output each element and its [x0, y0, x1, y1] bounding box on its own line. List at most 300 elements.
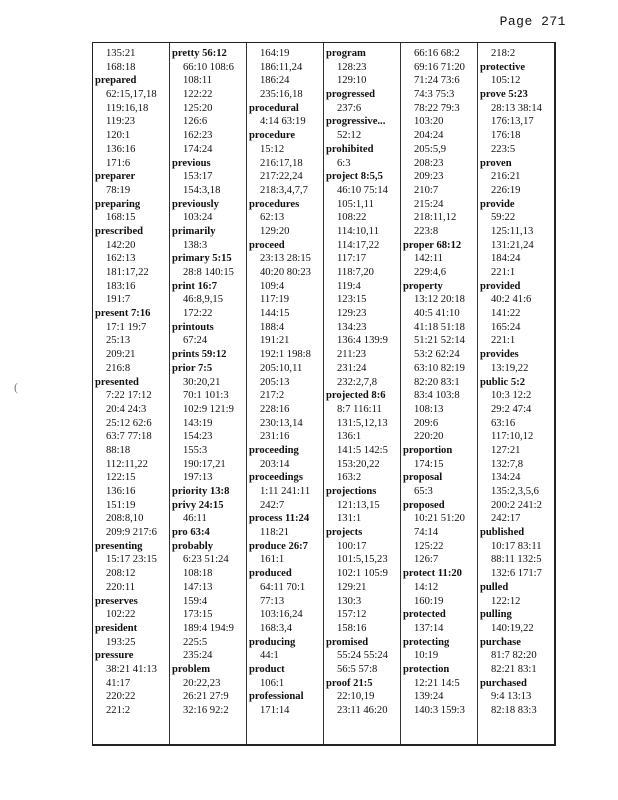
index-term: project 8:5,5 — [326, 171, 383, 183]
index-reference: 221:2 — [106, 705, 131, 716]
index-term: provide — [480, 198, 515, 210]
index-reference: 235:16,18 — [260, 89, 303, 101]
index-reference: 122:22 — [183, 89, 213, 101]
index-term: produce 26:7 — [249, 540, 308, 552]
index-reference: 209:9 217:6 — [106, 527, 157, 539]
index-reference: 78:19 — [106, 184, 131, 196]
index-term: progressed — [326, 89, 376, 101]
index-reference: 197:13 — [183, 472, 213, 484]
index-reference: 205:10,11 — [260, 362, 303, 374]
index-column-4 — [323, 43, 400, 744]
index-reference: 126:7 — [414, 554, 439, 566]
index-reference: 237:6 — [337, 102, 362, 114]
index-term: primary 5:15 — [172, 253, 232, 265]
index-reference: 41:17 — [106, 677, 131, 689]
index-reference: 190:17,21 — [183, 458, 226, 470]
index-reference: 132:7,8 — [491, 458, 524, 470]
index-reference: 153:20,22 — [337, 458, 380, 470]
index-reference: 10:17 83:11 — [491, 540, 542, 552]
index-term: projections — [326, 486, 377, 497]
index-reference: 220:20 — [414, 431, 444, 443]
index-reference: 158:16 — [337, 622, 367, 634]
page-number: Page 271 — [499, 14, 566, 29]
index-term: pulling — [480, 609, 512, 621]
index-term: probably — [172, 540, 214, 552]
index-reference: 100:17 — [337, 540, 367, 552]
index-reference: 108:11 — [183, 75, 213, 87]
index-reference: 13:19,22 — [491, 362, 529, 374]
index-reference: 22:10,19 — [337, 691, 375, 703]
index-term: protected — [403, 609, 446, 621]
index-reference: 108:13 — [414, 403, 444, 415]
index-term: presented — [95, 376, 139, 388]
index-reference: 140:3 159:3 — [414, 705, 465, 716]
index-term: provides — [480, 349, 519, 361]
index-term: process 11:24 — [249, 513, 310, 525]
index-reference: 140:19,22 — [491, 622, 534, 634]
index-reference: 105:1,11 — [337, 198, 374, 210]
index-reference: 8:7 116:11 — [337, 403, 382, 415]
index-term: primarily — [172, 225, 216, 237]
index-reference: 138:3 — [183, 239, 208, 251]
index-reference: 171:6 — [106, 157, 131, 169]
index-reference: 125:20 — [183, 102, 213, 114]
index-reference: 242:17 — [491, 513, 521, 525]
index-reference: 103:24 — [183, 212, 213, 224]
index-reference: 159:4 — [183, 595, 208, 607]
index-reference: 118:21 — [260, 527, 290, 539]
index-term: published — [480, 527, 525, 539]
index-term: projects — [326, 527, 363, 539]
index-reference: 127:21 — [491, 444, 521, 456]
index-reference: 46:10 75:14 — [337, 184, 388, 196]
index-reference: 176:13,17 — [491, 116, 534, 128]
index-reference: 165:24 — [491, 321, 521, 333]
index-reference: 122:15 — [106, 472, 136, 484]
index-reference: 28:13 38:14 — [491, 102, 542, 114]
index-reference: 136:1 — [337, 431, 362, 443]
index-reference: 143:19 — [183, 417, 213, 429]
index-term: printouts — [172, 321, 214, 333]
index-reference: 25:13 — [106, 335, 131, 347]
index-reference: 12:21 14:5 — [414, 677, 460, 689]
index-term: purchased — [480, 677, 527, 689]
index-reference: 30:20,21 — [183, 376, 221, 388]
index-reference: 88:11 132:5 — [491, 554, 542, 566]
index-reference: 52:12 — [337, 130, 362, 142]
index-reference: 136:4 139:9 — [337, 335, 388, 347]
index-term: proceed — [249, 239, 285, 251]
index-reference: 74:14 — [414, 527, 439, 539]
index-reference: 191:7 — [106, 294, 131, 306]
index-term: prints 59:12 — [172, 349, 227, 361]
index-reference: 1:11 241:11 — [260, 486, 311, 497]
index-reference: 184:24 — [491, 253, 521, 265]
index-reference: 228:16 — [260, 403, 290, 415]
index-reference: 162:13 — [106, 253, 136, 265]
index-reference: 51:21 52:14 — [414, 335, 465, 347]
index-reference: 20:22,23 — [183, 677, 221, 689]
index-reference: 226:19 — [491, 184, 521, 196]
index-reference: 83:4 103:8 — [414, 390, 460, 402]
index-reference: 137:14 — [414, 622, 444, 634]
index-term: protect 11:20 — [403, 568, 462, 580]
index-term: pretty 56:12 — [172, 48, 227, 59]
index-reference: 209:21 — [106, 349, 136, 361]
index-reference: 173:15 — [183, 609, 213, 621]
index-reference: 174:15 — [414, 458, 444, 470]
index-column-3 — [246, 43, 323, 744]
index-reference: 7:22 17:12 — [106, 390, 152, 402]
index-reference: 168:3,4 — [260, 622, 293, 634]
index-term: pro 63:4 — [172, 527, 210, 539]
index-reference: 223:5 — [491, 143, 516, 155]
index-reference: 114:17,22 — [337, 239, 380, 251]
index-term: presenting — [95, 540, 143, 552]
index-reference: 63:7 77:18 — [106, 431, 152, 443]
index-reference: 221:1 — [491, 267, 516, 278]
index-reference: 10:3 12:2 — [491, 390, 532, 402]
index-reference: 62:13 — [260, 212, 285, 224]
index-reference: 64:11 70:1 — [260, 581, 306, 593]
index-reference: 151:19 — [106, 499, 136, 511]
index-reference: 121:13,15 — [337, 499, 380, 511]
index-term: proper 68:12 — [403, 239, 462, 251]
index-reference: 134:24 — [491, 472, 521, 484]
index-reference: 220:11 — [106, 581, 136, 593]
index-reference: 235:24 — [183, 650, 213, 662]
index-term: professional — [249, 691, 304, 703]
index-reference: 119:16,18 — [106, 102, 149, 114]
index-reference: 117:17 — [337, 253, 367, 265]
index-reference: 171:14 — [260, 705, 290, 716]
index-reference: 119:23 — [106, 116, 136, 128]
index-reference: 114:10,11 — [337, 225, 379, 237]
index-reference: 63:10 82:19 — [414, 362, 465, 374]
index-reference: 53:2 62:24 — [414, 349, 460, 361]
index-reference: 9:4 13:13 — [491, 691, 532, 703]
index-reference: 122:12 — [491, 595, 521, 607]
index-reference: 14:12 — [414, 581, 439, 593]
index-term: priority 13:8 — [172, 486, 230, 497]
index-reference: 77:13 — [260, 595, 285, 607]
index-reference: 23:11 46:20 — [337, 705, 388, 716]
index-reference: 4:14 63:19 — [260, 116, 306, 128]
index-reference: 78:22 79:3 — [414, 102, 460, 114]
index-reference: 218:2 — [491, 48, 516, 59]
index-term: pressure — [95, 650, 134, 662]
index-term: preserves — [95, 595, 138, 607]
index-term: previously — [172, 198, 219, 210]
index-term: problem — [172, 663, 211, 675]
index-reference: 154:23 — [183, 431, 213, 443]
index-reference: 163:2 — [337, 472, 362, 484]
index-reference: 186:24 — [260, 75, 290, 87]
index-reference: 221:1 — [491, 335, 516, 347]
index-reference: 157:12 — [337, 609, 367, 621]
index-reference: 230:13,14 — [260, 417, 303, 429]
index-reference: 132:6 171:7 — [491, 568, 542, 580]
index-reference: 63:16 — [491, 417, 516, 429]
index-reference: 135:21 — [106, 48, 136, 59]
index-term: protective — [480, 61, 526, 73]
index-column-6 — [477, 43, 554, 744]
index-reference: 108:18 — [183, 568, 213, 580]
index-reference: 13:12 20:18 — [414, 294, 465, 306]
index-reference: 130:3 — [337, 595, 362, 607]
index-reference: 217:22,24 — [260, 171, 303, 183]
index-reference: 217:2 — [260, 390, 285, 402]
index-term: protecting — [403, 636, 450, 648]
index-reference: 102:22 — [106, 609, 136, 621]
index-term: projected 8:6 — [326, 390, 386, 402]
index-reference: 44:1 — [260, 650, 279, 662]
index-reference: 136:16 — [106, 486, 136, 497]
index-reference: 181:17,22 — [106, 267, 149, 278]
index-reference: 26:21 27:9 — [183, 691, 229, 703]
index-reference: 82:18 83:3 — [491, 705, 537, 716]
index-reference: 142:20 — [106, 239, 136, 251]
index-term: proceeding — [249, 444, 299, 456]
index-reference: 231:24 — [337, 362, 367, 374]
index-reference: 118:7,20 — [337, 267, 374, 278]
index-reference: 135:2,3,5,6 — [491, 486, 539, 497]
index-reference: 142:11 — [414, 253, 444, 265]
index-reference: 211:23 — [337, 349, 367, 361]
index-reference: 188:4 — [260, 321, 285, 333]
index-reference: 40:2 41:6 — [491, 294, 532, 306]
index-reference: 62:15,17,18 — [106, 89, 157, 101]
index-reference: 10:21 51:20 — [414, 513, 465, 525]
index-reference: 15:12 — [260, 143, 285, 155]
index-reference: 129:23 — [337, 308, 367, 320]
index-reference: 131:5,12,13 — [337, 417, 388, 429]
index-reference: 40:5 41:10 — [414, 308, 460, 320]
index-term: provided — [480, 280, 521, 292]
index-reference: 129:10 — [337, 75, 367, 87]
index-reference: 210:7 — [414, 184, 439, 196]
index-reference: 225:5 — [183, 636, 208, 648]
index-reference: 186:11,24 — [260, 61, 303, 73]
index-reference: 32:16 92:2 — [183, 705, 229, 716]
index-reference: 223:8 — [414, 225, 439, 237]
index-term: promised — [326, 636, 369, 648]
index-reference: 161:1 — [260, 554, 285, 566]
index-reference: 46:11 — [183, 513, 207, 525]
index-term: procedures — [249, 198, 300, 210]
index-reference: 134:23 — [337, 321, 367, 333]
index-reference: 164:19 — [260, 48, 290, 59]
index-reference: 160:19 — [414, 595, 444, 607]
index-reference: 131:21,24 — [491, 239, 534, 251]
index-reference: 205:13 — [260, 376, 290, 388]
index-reference: 59:22 — [491, 212, 516, 224]
index-reference: 183:16 — [106, 280, 136, 292]
index-reference: 23:13 28:15 — [260, 253, 311, 265]
index-reference: 168:15 — [106, 212, 136, 224]
index-reference: 103:20 — [414, 116, 444, 128]
index-reference: 208:23 — [414, 157, 444, 169]
index-reference: 120:1 — [106, 130, 131, 142]
index-reference: 17:1 19:7 — [106, 321, 147, 333]
index-term: prior 7:5 — [172, 362, 213, 374]
index-reference: 129:20 — [260, 225, 290, 237]
index-reference: 205:5,9 — [414, 143, 447, 155]
index-reference: 41:18 51:18 — [414, 321, 465, 333]
index-term: producing — [249, 636, 296, 648]
index-reference: 189:4 194:9 — [183, 622, 234, 634]
index-reference: 216:8 — [106, 362, 131, 374]
index-reference: 141:5 142:5 — [337, 444, 388, 456]
index-column-2 — [169, 43, 246, 744]
index-column-1 — [93, 43, 169, 744]
index-reference: 25:12 62:6 — [106, 417, 152, 429]
index-reference: 155:3 — [183, 444, 208, 456]
index-term: proven — [480, 157, 512, 169]
index-reference: 176:18 — [491, 130, 521, 142]
index-term: pulled — [480, 581, 509, 593]
index-reference: 109:4 — [260, 280, 285, 292]
index-reference: 191:21 — [260, 335, 290, 347]
index-term: print 16:7 — [172, 280, 218, 292]
index-reference: 40:20 80:23 — [260, 267, 311, 278]
index-term: proposal — [403, 472, 443, 484]
index-reference: 82:21 83:1 — [491, 663, 537, 675]
index-term: proof 21:5 — [326, 677, 373, 689]
index-reference: 102:1 105:9 — [337, 568, 388, 580]
index-reference: 139:24 — [414, 691, 444, 703]
index-reference: 103:16,24 — [260, 609, 303, 621]
index-term: procedural — [249, 102, 299, 114]
index-reference: 129:21 — [337, 581, 367, 593]
index-reference: 153:17 — [183, 171, 213, 183]
index-reference: 232:2,7,8 — [337, 376, 378, 388]
margin-mark: ( — [14, 380, 18, 394]
index-reference: 66:10 108:6 — [183, 61, 234, 73]
index-reference: 229:4,6 — [414, 267, 447, 278]
index-term: prohibited — [326, 143, 374, 155]
index-reference: 66:16 68:2 — [414, 48, 460, 59]
index-reference: 67:24 — [183, 335, 208, 347]
index-term: property — [403, 280, 443, 292]
index-reference: 82:20 83:1 — [414, 376, 460, 388]
index-reference: 144:15 — [260, 308, 290, 320]
index-reference: 117:10,12 — [491, 431, 534, 443]
index-reference: 38:21 41:13 — [106, 663, 157, 675]
index-reference: 200:2 241:2 — [491, 499, 542, 511]
index-reference: 125:11,13 — [491, 225, 534, 237]
index-term: prescribed — [95, 225, 144, 237]
index-reference: 136:16 — [106, 143, 136, 155]
index-reference: 119:4 — [337, 280, 361, 292]
index-reference: 88:18 — [106, 444, 131, 456]
index-reference: 81:7 82:20 — [491, 650, 537, 662]
index-reference: 28:8 140:15 — [183, 267, 234, 278]
index-term: present 7:16 — [95, 308, 151, 320]
index-reference: 208:8,10 — [106, 513, 144, 525]
index-reference: 70:1 101:3 — [183, 390, 229, 402]
index-reference: 20:4 24:3 — [106, 403, 147, 415]
index-term: protection — [403, 663, 450, 675]
index-reference: 125:22 — [414, 540, 444, 552]
index-reference: 101:5,15,23 — [337, 554, 388, 566]
index-reference: 231:16 — [260, 431, 290, 443]
index-reference: 208:12 — [106, 568, 136, 580]
index-term: previous — [172, 157, 211, 169]
index-reference: 128:23 — [337, 61, 367, 73]
index-reference: 141:22 — [491, 308, 521, 320]
index-term: progressive... — [326, 116, 386, 128]
index-reference: 209:23 — [414, 171, 444, 183]
index-term: preparing — [95, 198, 141, 210]
index-reference: 102:9 121:9 — [183, 403, 234, 415]
index-reference: 65:3 — [414, 486, 433, 497]
index-term: program — [326, 48, 366, 59]
index-reference: 216:21 — [491, 171, 521, 183]
index-reference: 112:11,22 — [106, 458, 148, 470]
index-reference: 242:7 — [260, 499, 285, 511]
index-reference: 105:12 — [491, 75, 521, 87]
index-reference: 174:24 — [183, 143, 213, 155]
index-reference: 117:19 — [260, 294, 290, 306]
index-reference: 106:1 — [260, 677, 285, 689]
index-reference: 218:3,4,7,7 — [260, 184, 308, 196]
index-column-5 — [400, 43, 477, 744]
index-reference: 15:17 23:15 — [106, 554, 157, 566]
index-term: preparer — [95, 171, 136, 183]
index-term: proportion — [403, 444, 453, 456]
index-reference: 215:24 — [414, 198, 444, 210]
index-reference: 168:18 — [106, 61, 136, 73]
index-reference: 218:11,12 — [414, 212, 457, 224]
index-reference: 126:6 — [183, 116, 208, 128]
index-reference: 71:24 73:6 — [414, 75, 460, 87]
index-reference: 74:3 75:3 — [414, 89, 455, 101]
index-reference: 204:24 — [414, 130, 444, 142]
index-reference: 203:14 — [260, 458, 290, 470]
index-term: public 5:2 — [480, 376, 526, 388]
index-term: proceedings — [249, 472, 303, 484]
index-reference: 193:25 — [106, 636, 136, 648]
index-term: prepared — [95, 75, 137, 87]
index-term: purchase — [480, 636, 522, 648]
index-term: privy 24:15 — [172, 499, 224, 511]
index-reference: 131:1 — [337, 513, 362, 525]
index-term: proposed — [403, 499, 445, 511]
index-term: prove 5:23 — [480, 89, 528, 101]
index-reference: 69:16 71:20 — [414, 61, 465, 73]
index-reference: 56:5 57:8 — [337, 663, 378, 675]
index-reference: 46:8,9,15 — [183, 294, 224, 306]
index-term: produced — [249, 568, 292, 580]
index-reference: 172:22 — [183, 308, 213, 320]
index-term: product — [249, 663, 285, 675]
index-term: procedure — [249, 130, 296, 142]
index-reference: 123:15 — [337, 294, 367, 306]
index-reference: 162:23 — [183, 130, 213, 142]
index-reference: 29:2 47:4 — [491, 403, 532, 415]
index-reference: 192:1 198:8 — [260, 349, 311, 361]
index-reference: 108:22 — [337, 212, 367, 224]
word-index-grid — [92, 42, 556, 746]
index-reference: 147:13 — [183, 581, 213, 593]
index-reference: 209:6 — [414, 417, 439, 429]
index-reference: 10:19 — [414, 650, 439, 662]
index-term: president — [95, 622, 138, 634]
index-reference: 154:3,18 — [183, 184, 221, 196]
index-reference: 220:22 — [106, 691, 136, 703]
index-reference: 55:24 55:24 — [337, 650, 388, 662]
